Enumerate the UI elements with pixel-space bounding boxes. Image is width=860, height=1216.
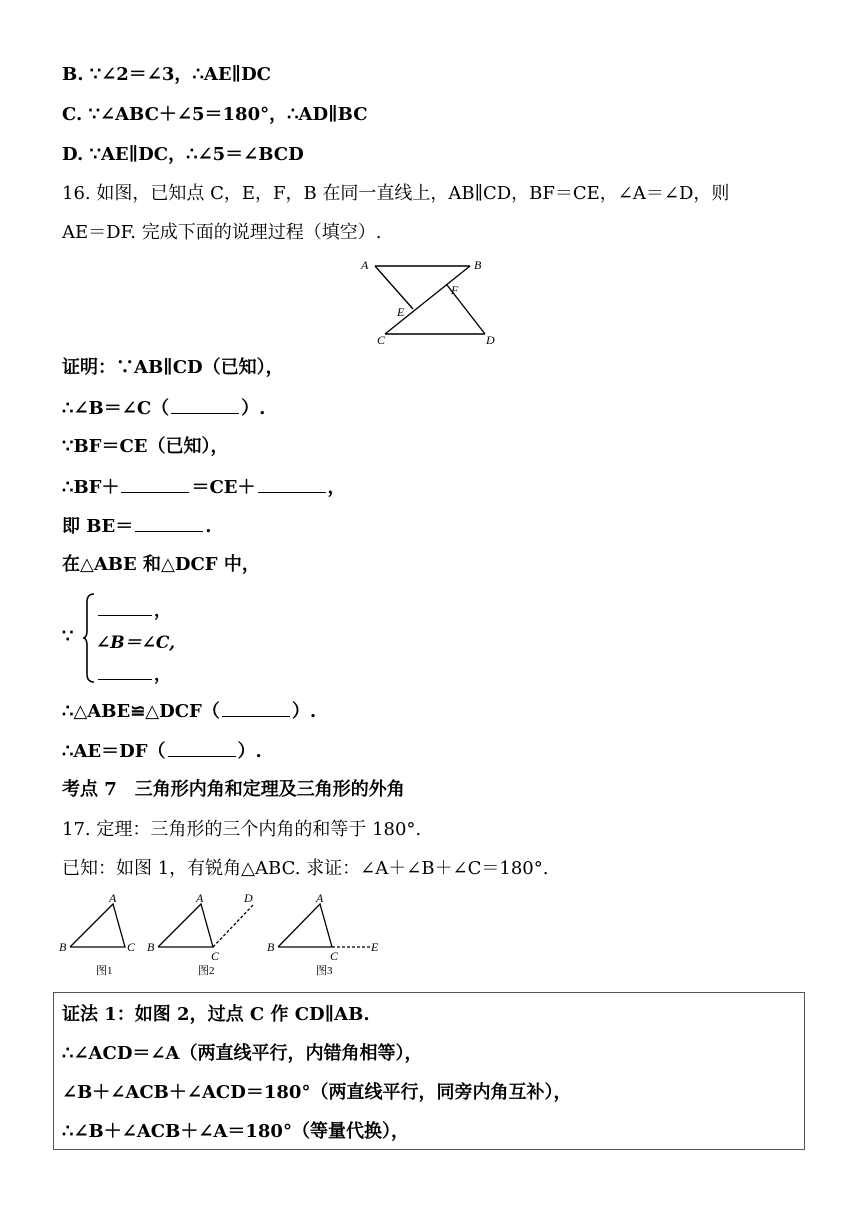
answer-blank-8[interactable] [168, 740, 236, 757]
fig3-caption: 图3 [316, 965, 333, 977]
fig2-caption: 图2 [198, 965, 215, 977]
fig3-label-a: A [316, 891, 324, 905]
option-c: C. ∵∠ABC＋∠5＝180°，∴AD∥BC [62, 104, 368, 125]
answer-blank-5[interactable] [98, 599, 152, 616]
proof-line-6: 在△ABE 和△DCF 中， [62, 554, 260, 575]
fig1-label-b: B [59, 940, 67, 954]
fig2-label-b: B [147, 940, 155, 954]
figures-17 [58, 890, 388, 982]
answer-blank-6[interactable] [98, 663, 152, 680]
box-line-2: ∴∠ACD＝∠A（两直线平行，内错角相等）， [62, 1043, 423, 1064]
label-a: A [361, 258, 369, 272]
question-16-line2: AE＝DF. 完成下面的说理过程（填空）. [62, 222, 382, 243]
brace-icon [82, 592, 96, 684]
brace-system [62, 592, 322, 684]
answer-blank-2[interactable] [121, 476, 189, 493]
label-b: B [474, 258, 482, 272]
proof-line-2: ∴∠B＝∠C（ ）. [62, 398, 266, 419]
box-line-3: ∠B＋∠ACB＋∠ACD＝180°（两直线平行，同旁内角互补）， [62, 1082, 572, 1103]
label-c: C [377, 333, 386, 347]
fig2-label-a: A [196, 891, 204, 905]
proof-line-5: 即 BE＝ . [62, 516, 212, 537]
option-d: D. ∵AE∥DC，∴∠5＝∠BCD [62, 144, 304, 165]
fig2-label-d: D [244, 891, 253, 905]
answer-blank-1[interactable] [171, 397, 239, 414]
label-d: D [486, 333, 495, 347]
question-16-line1: 16. 如图，已知点 C，E，F，B 在同一直线上，AB∥CD，BF＝CE，∠A＝∠D，则 [62, 183, 730, 204]
answer-blank-4[interactable] [135, 515, 203, 532]
option-b: B. ∵∠2＝∠3，∴AE∥DC [62, 64, 272, 85]
fig2-label-c: C [211, 949, 220, 963]
answer-blank-7[interactable] [222, 700, 290, 717]
box-line-1: 证法 1：如图 2，过点 C 作 CD∥AB. [62, 1004, 370, 1025]
proof-line-4: ∴BF＋ ＝CE＋ ， [62, 477, 346, 498]
proof-line-7: ∴△ABE≌△DCF（ ）. [62, 701, 317, 722]
brace-row-3: ， [96, 660, 171, 685]
proof-line-3: ∵BF＝CE（已知）， [62, 436, 229, 457]
section-heading: 考点 7 三角形内角和定理及三角形的外角 [62, 779, 405, 800]
brace-row-2: ∠B＝∠C, [96, 633, 176, 653]
because-symbol: ∵ [62, 626, 74, 647]
proof-line-8: ∴AE＝DF（ ）. [62, 741, 262, 762]
fig3-label-c: C [330, 949, 339, 963]
fig1-caption: 图1 [96, 965, 113, 977]
fig1-label-a: A [109, 891, 117, 905]
fig3-label-b: B [267, 940, 275, 954]
fig3-label-e: E [371, 940, 379, 954]
proof-line-1: 证明：∵AB∥CD（已知）， [62, 357, 284, 378]
label-e: E [397, 305, 405, 319]
figure-16 [355, 252, 505, 347]
question-17: 17. 定理：三角形的三个内角的和等于 180°. [62, 819, 422, 840]
brace-row-1: ， [96, 596, 171, 621]
question-17-given: 已知：如图 1，有锐角△ABC. 求证：∠A＋∠B＋∠C＝180°. [62, 858, 549, 879]
fig1-label-c: C [127, 940, 136, 954]
answer-blank-3[interactable] [258, 476, 326, 493]
label-f: F [451, 283, 459, 297]
box-line-4: ∴∠B＋∠ACB＋∠A＝180°（等量代换）， [62, 1121, 409, 1142]
